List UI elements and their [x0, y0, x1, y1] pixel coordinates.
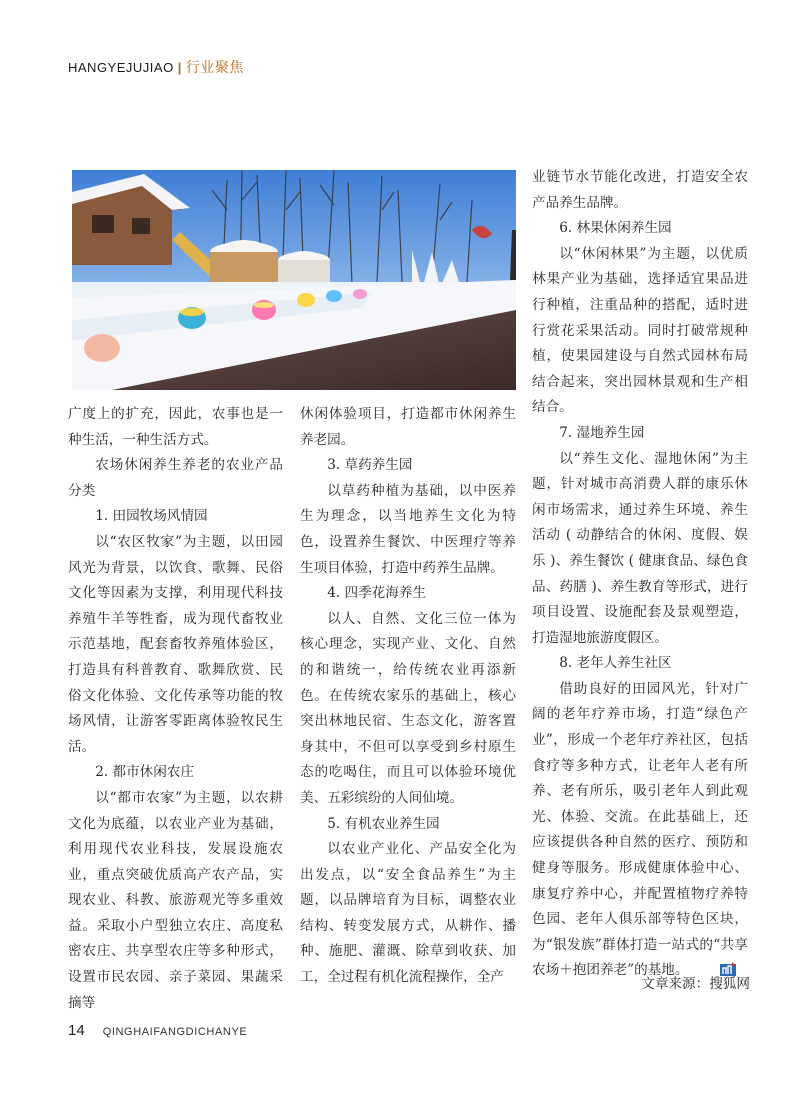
page-footer [68, 1022, 247, 1039]
page-number: 14 [68, 1022, 85, 1039]
header-separator: | [177, 59, 182, 75]
paragraph: 以农业产业化、产品安全化为出发点，以“安全食品养生”为主题，以品牌培育为目标，调整农业结构、转变发展方式，从耕作、播种、施肥、灌溉、除草到收获、加工，全过程有机化流程操作，全产 [300, 841, 516, 986]
item-heading-4: 4. 四季花海养生 [327, 585, 427, 602]
paragraph: 以人、自然、文化三位一体为核心理念，实现产业、文化、自然的和谐统一，给传统农业再添新色。在传统农家乐的基础上，核心突出林地民宿、生态文化，游客置身其中，不但可以享受到乡村原生态的吃喝住，而且可以体验环境优美、五彩缤纷的人间仙境。 [300, 610, 516, 806]
item-heading-7: 7. 湿地养生园 [559, 424, 645, 441]
column-2 [300, 402, 516, 991]
column-1 [68, 402, 283, 1016]
subheading: 农场休闲养生养老的农业产品分类 [68, 457, 283, 499]
running-header [68, 57, 244, 77]
item-heading-5: 5. 有机农业养生园 [327, 815, 440, 832]
paragraph: 以“养生文化、湿地休闲”为主题，针对城市高消费人群的康乐休闲市场需求，通过养生环境、养生活动 ( 动静结合的休闲、度假、娱乐 )、养生餐饮 ( 健康食品、绿色食品、药膳 )、养生教育等形式，进行项目设置、设施配套及景观塑造，打造湿地旅游度假区。 [532, 450, 748, 646]
header-brand: HANGYEJUJIAO [68, 59, 174, 75]
paragraph: 以草药种植为基础，以中医养生为理念，以当地养生文化为特色，设置养生餐饮、中医理疗等养生项目体验，打造中药养生品牌。 [300, 482, 516, 576]
item-heading-6: 6. 林果休闲养生园 [559, 220, 672, 237]
snow-farm-photo [72, 170, 516, 390]
paragraph: 借助良好的田园风光，针对广阔的老年疗养市场，打造“绿色产业”，形成一个老年疗养社区，包括食疗等多种方式，让老年人老有所养、老有所乐，吸引老年人到此观光、体验、交流。在此基础上，还应该提供各种自然的医疗、预防和健身等服务。形成健康体验中心、康复疗养中心，并配置植物疗养特色园、老年人俱乐部等特色区块，为“银发族”群体打造一站式的“共享农场＋抱团养老”的基地。 [532, 680, 748, 979]
paragraph: 以“休闲林果”为主题，以优质林果产业为基础，选择适宜果品进行种植，注重品种的搭配，适时进行赏花采果活动。同时打破常规种植，使果园建设与自然式园林布局结合起来，突出园林景观和生产相结合。 [532, 245, 748, 416]
article-source: 文章来源：搜狐网 [641, 976, 750, 992]
item-heading-1: 1. 田园牧场风情园 [95, 508, 208, 525]
magazine-name: QINGHAIFANGDICHANYE [102, 1026, 248, 1038]
item-heading-3: 3. 草药养生园 [327, 457, 413, 474]
paragraph: 业链节水节能化改进，打造安全农产品养生品牌。 [532, 169, 748, 211]
paragraph: 以“农区牧家”为主题，以田园风光为背景，以饮食、歌舞、民俗文化等因素为支撑，利用现代科技养殖牛羊等牲畜，成为现代畜牧业示范基地，配套畜牧养殖体验区，打造具有科普教育、歌舞欣赏、民俗文化体验、文化传承等功能的牧场风情，让游客零距离体验牧民生活。 [68, 533, 283, 755]
header-section: 行业聚焦 [185, 60, 244, 76]
item-heading-2: 2. 都市休闲农庄 [95, 764, 195, 781]
paragraph: 广度上的扩充，因此，农事也是一种生活，一种生活方式。 [68, 406, 283, 448]
paragraph: 以“都市农家”为主题，以农耕文化为底蕴，以农业产业为基础，利用现代农业科技，发展设施农业，重点突破优质高产农产品，实现农业、科教、旅游观光等多重效益。采取小户型独立农庄、高度私密农庄、共享型农庄等多种形式，设置市民农园、亲子菜园、果蔬采摘等 [68, 789, 283, 1011]
paragraph: 休闲体验项目，打造都市休闲养生养老园。 [300, 406, 516, 448]
column-3 [532, 165, 748, 984]
item-heading-8: 8. 老年人养生社区 [559, 655, 672, 672]
